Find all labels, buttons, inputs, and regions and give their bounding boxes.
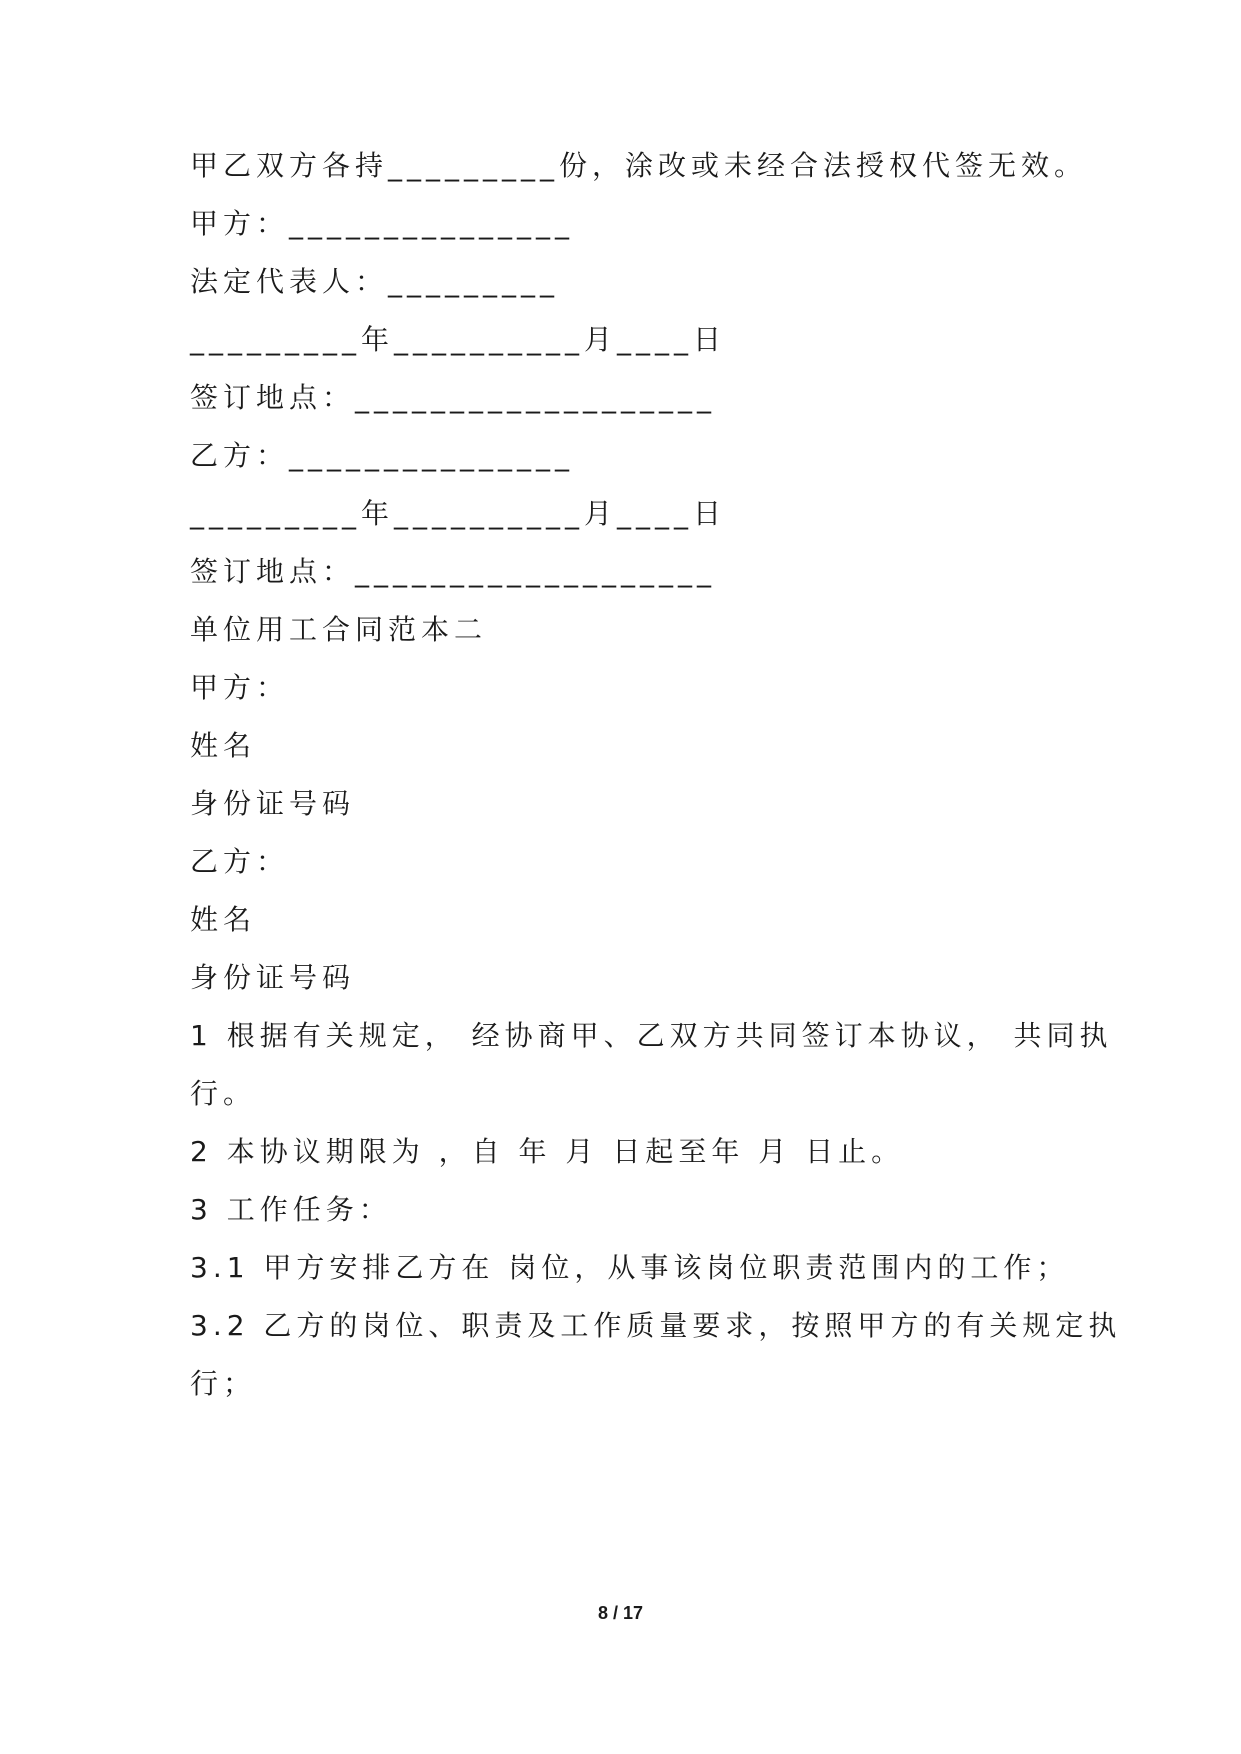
text-line: 3.1 甲方安排乙方在 岗位，从事该岗位职责范围内的工作； [190,1251,1070,1284]
text-line: 行； [190,1367,257,1400]
page-number: 8 / 17 [597,1603,644,1623]
text-line: 签订地点：___________________ [190,555,717,588]
text-line: 甲方： [190,671,290,704]
text-line: 1 根据有关规定， 经协商甲、乙双方共同签订本协议， 共同执 [190,1019,1113,1052]
text-line: 甲方：_______________ [190,207,575,240]
section-heading: 单位用工合同范本二 [190,613,488,646]
text-line: 姓名 [190,729,257,762]
text-line: 2 本协议期限为 ，自 年 月 日起至年 月 日止。 [190,1135,905,1168]
text-line: 甲乙双方各持_________份，涂改或未经合法授权代签无效。 [190,149,1088,182]
text-line: 姓名 [190,903,257,936]
text-line: 身份证号码 [190,787,356,820]
text-line: 法定代表人：_________ [190,265,560,298]
text-line: _________年__________月____日 [190,497,727,530]
text-line: 3.2 乙方的岗位、职责及工作质量要求，按照甲方的有关规定执 [190,1309,1122,1342]
text-line: 乙方：_______________ [190,439,575,472]
text-line: 3 工作任务： [190,1193,392,1226]
text-line: 身份证号码 [190,961,356,994]
text-line: 乙方： [190,845,290,878]
text-line: 行。 [190,1077,257,1110]
text-line: 签订地点：___________________ [190,381,717,414]
text-line: _________年__________月____日 [190,323,727,356]
